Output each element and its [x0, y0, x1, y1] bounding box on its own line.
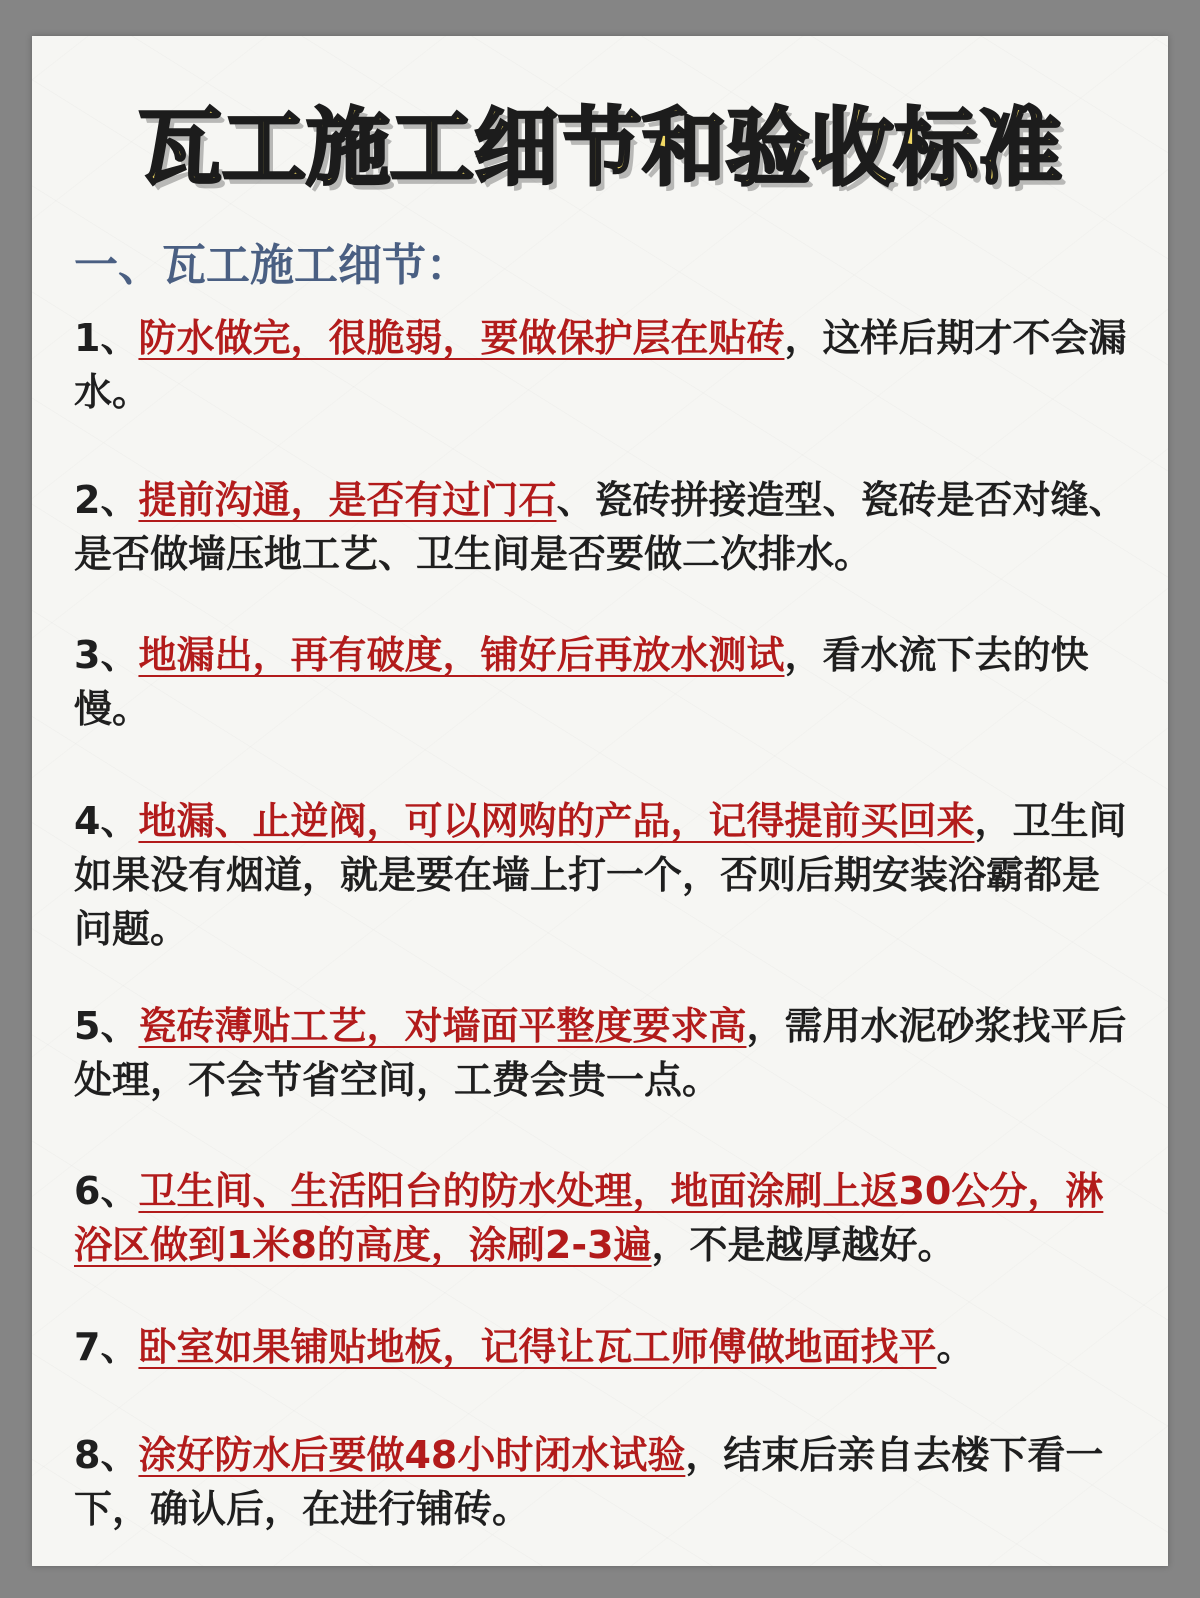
item-number: 6、	[74, 1169, 139, 1213]
item-highlight: 提前沟通，是否有过门石	[138, 478, 557, 522]
list-item	[74, 999, 1136, 1107]
list-item	[74, 1164, 1136, 1272]
item-text: ，卫生间如果没有烟道，就是要在墙上打一个，否则后期安装浴霸都是问题。	[74, 799, 1127, 951]
item-number: 5、	[74, 1004, 139, 1048]
document-page	[32, 36, 1168, 1566]
item-highlight: 卫生间、生活阳台的防水处理，地面涂刷上返30公分，淋浴区做到1米8的高度，涂刷2-3遍	[74, 1169, 1104, 1267]
item-text: 。	[936, 1325, 975, 1369]
page-title: 瓦工施工细节和验收标准	[137, 99, 1062, 197]
section-heading: 一、瓦工施工细节：	[74, 240, 470, 291]
item-number: 4、	[74, 799, 139, 843]
item-number: 7、	[74, 1325, 139, 1369]
list-item	[74, 628, 1136, 736]
list-item	[74, 1428, 1136, 1536]
list-item	[74, 794, 1136, 956]
item-highlight: 涂好防水后要做48小时闭水试验	[138, 1433, 686, 1477]
item-highlight: 地漏、止逆阀，可以网购的产品，记得提前买回来	[138, 799, 975, 843]
item-text: ，这样后期才不会漏水。	[74, 316, 1127, 414]
item-text: 、瓷砖拼接造型、瓷砖是否对缝、是否做墙压地工艺、卫生间是否要做二次排水。	[74, 478, 1127, 576]
item-number: 3、	[74, 633, 139, 677]
item-number: 2、	[74, 478, 139, 522]
item-text: ，需用水泥砂浆找平后处理，不会节省空间，工费会贵一点。	[74, 1004, 1127, 1102]
item-number: 1、	[74, 316, 139, 360]
item-text: ，结束后亲自去楼下看一下，确认后，在进行铺砖。	[74, 1433, 1104, 1531]
item-highlight: 地漏出，再有破度，铺好后再放水测试	[138, 633, 785, 677]
list-item	[74, 311, 1136, 419]
list-item	[74, 473, 1136, 581]
item-highlight: 卧室如果铺贴地板，记得让瓦工师傅做地面找平	[138, 1325, 937, 1369]
item-text: ，不是越厚越好。	[651, 1223, 956, 1267]
item-highlight: 瓷砖薄贴工艺，对墙面平整度要求高	[138, 1004, 747, 1048]
item-number: 8、	[74, 1433, 139, 1477]
item-text: ，看水流下去的快慢。	[74, 633, 1089, 731]
item-highlight: 防水做完，很脆弱，要做保护层在贴砖	[138, 316, 785, 360]
list-item	[74, 1320, 1136, 1374]
